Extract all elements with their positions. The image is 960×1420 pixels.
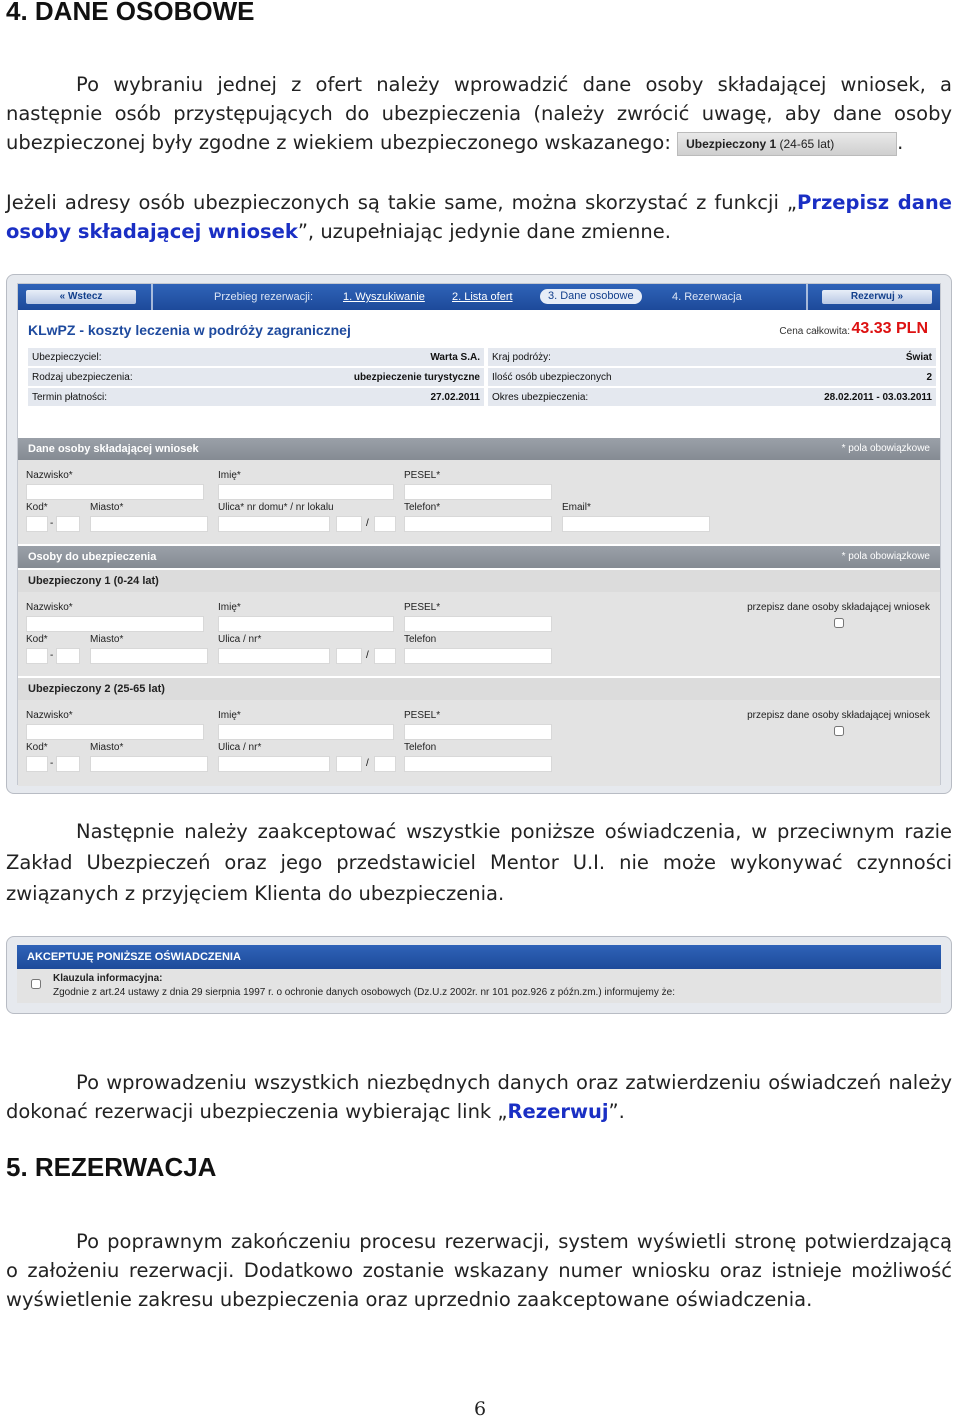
applicant-name-input[interactable]: [218, 484, 394, 500]
label-phone: Telefon: [404, 742, 437, 753]
label-street: Ulica / nr*: [218, 742, 262, 753]
applicant-street-input[interactable]: [218, 516, 330, 532]
label-street: Ulica* nr domu* / nr lokalu: [218, 502, 334, 513]
price-label: Cena całkowita:: [779, 326, 850, 337]
clause-text: Zgodnie z art.24 ustawy z dnia 29 sierpnia 1997 r. o ochronie danych osobowych (Dz.U.z 2002r. nr 101 poz.926 z późn.zm.) informujemy że:: [53, 987, 675, 998]
label-copy-applicant-data: przepisz dane osoby składającej wniosek: [747, 602, 930, 613]
step-reservation: 4. Rezerwacja: [672, 291, 742, 303]
insured-2-flat-input[interactable]: [374, 756, 396, 772]
applicant-section-bar: Dane osoby składającej wniosek * pola obowiązkowe: [18, 438, 940, 460]
booking-nav-bar: [18, 284, 940, 310]
label-code: Kod*: [26, 502, 48, 513]
label-pesel: PESEL*: [404, 602, 441, 613]
label-city: Miasto*: [90, 502, 124, 513]
label-city: Miasto*: [90, 742, 124, 753]
applicant-pesel-input[interactable]: [404, 484, 552, 500]
applicant-code-part1[interactable]: [26, 516, 48, 532]
insured-1-code-part2[interactable]: [56, 648, 80, 664]
insured-1-header: Ubezpieczony 1 (0-24 lat): [18, 570, 940, 592]
insured-1-code-part1[interactable]: [26, 648, 48, 664]
insured-1-phone-input[interactable]: [404, 648, 552, 664]
label-name: Imię*: [218, 470, 241, 481]
paragraph-intro-text: Po wybraniu jednej z ofert należy wprowadzić dane osoby składającej wniosek, a następnie osób przystępujących do ubezpieczenia (należy zwrócić uwagę, aby dane osoby ubezpieczonej były zgodne z wiekiem ubezpieczonego wskazanego:: [6, 73, 952, 154]
address-slash: /: [366, 650, 369, 661]
insured-2-phone-input[interactable]: [404, 756, 552, 772]
summary-row: Ilość osób ubezpieczonych 2: [488, 368, 936, 387]
insured-2-form: [18, 700, 940, 786]
label-street: Ulica / nr*: [218, 634, 262, 645]
applicant-phone-input[interactable]: [404, 516, 552, 532]
label-surname: Nazwisko*: [26, 602, 73, 613]
total-price: 43.33 PLN: [851, 320, 928, 337]
code-dash: -: [50, 518, 54, 529]
paragraph-reserve: Po wprowadzeniu wszystkich niezbędnych danych oraz zatwierdzeniu oświadczeń należy dokonać rezerwacji ubezpieczenia wybierając link „Rezerwuj”.: [6, 1071, 952, 1123]
form-screenshot: [6, 274, 952, 794]
insured-2-name-input[interactable]: [218, 724, 394, 740]
summary-row: Rodzaj ubezpieczenia: ubezpieczenie turystyczne: [28, 368, 484, 387]
insured-1-street-input[interactable]: [218, 648, 330, 664]
product-title: KLwPZ - koszty leczenia w podróży zagranicznej: [28, 322, 351, 338]
insured-2-street-input[interactable]: [218, 756, 330, 772]
label-email: Email*: [562, 502, 591, 513]
page-number: 6: [473, 1398, 487, 1420]
summary-row: Termin płatności: 27.02.2011: [28, 388, 484, 407]
summary-row: Okres ubezpieczenia: 28.02.2011 - 03.03.2011: [488, 388, 936, 407]
insured-2-surname-input[interactable]: [26, 724, 204, 740]
accept-statements-screenshot: [6, 936, 952, 1014]
paragraph-reservation-result: Po poprawnym zakończeniu procesu rezerwacji, system wyświetli stronę potwierdzającą o założeniu rezerwacji. Dodatkowo zostanie wskazany numer wniosku oraz istnieje możliwość wyświetlenie zakresu ubezpieczenia oraz uprzednio zaakceptowane oświadczenia.: [6, 1230, 952, 1311]
reserve-link-text: Rezerwuj: [507, 1100, 609, 1123]
step-offers-link[interactable]: 2. Lista ofert: [452, 291, 513, 303]
label-surname: Nazwisko*: [26, 710, 73, 721]
address-slash: /: [366, 518, 369, 529]
label-pesel: PESEL*: [404, 710, 441, 721]
reserve-button[interactable]: Rezerwuj »: [822, 290, 932, 304]
insured-1-house-input[interactable]: [336, 648, 362, 664]
label-code: Kod*: [26, 634, 48, 645]
paragraph-intro: Po wybraniu jednej z ofert należy wprowadzić dane osoby składającej wniosek, a następnie osób przystępujących do ubezpieczenia (należy zwrócić uwagę, aby dane osoby ubezpieczonej były zgodne z wiekiem ubezpieczonego wskazanego: Ubezpieczony 1 (24-65 lat) .: [6, 73, 952, 154]
label-phone: Telefon: [404, 634, 437, 645]
paragraph-accept-statements: Następnie należy zaakceptować wszystkie poniższe oświadczenia, w przeciwnym razie Zakład Ubezpieczeń oraz jego przedstawiciel Mentor U.I. nie może wykonywać czynności związanych z przyjęciem Klienta do ubezpieczenia.: [6, 820, 952, 905]
code-dash: -: [50, 650, 54, 661]
insured-1-name-input[interactable]: [218, 616, 394, 632]
summary-row: Ubezpieczyciel: Warta S.A.: [28, 348, 484, 367]
clause-title: Klauzula informacyjna:: [53, 973, 163, 984]
label-name: Imię*: [218, 602, 241, 613]
insured-2-pesel-input[interactable]: [404, 724, 552, 740]
insured-2-house-input[interactable]: [336, 756, 362, 772]
paragraph-copy-data: Jeżeli adresy osób ubezpieczonych są takie same, można skorzystać z funkcji „Przepisz dane osoby składającej wniosek”, uzupełniając jedynie dane zmienne.: [6, 191, 952, 243]
applicant-house-input[interactable]: [336, 516, 362, 532]
applicant-city-input[interactable]: [90, 516, 208, 532]
step-personal-data-active: 3. Dane osobowe: [540, 289, 642, 304]
insured-section-bar: Osoby do ubezpieczenia * pola obowiązkowe: [18, 546, 940, 568]
back-button[interactable]: « Wstecz: [26, 290, 136, 304]
offer-summary: [28, 348, 930, 408]
applicant-code-part2[interactable]: [56, 516, 80, 532]
progress-label: Przebieg rezerwacji:: [214, 291, 314, 303]
insured-1-city-input[interactable]: [90, 648, 208, 664]
insured-1-surname-input[interactable]: [26, 616, 204, 632]
label-phone: Telefon*: [404, 502, 441, 513]
insured-2-header: Ubezpieczony 2 (25-65 lat): [18, 678, 940, 700]
label-name: Imię*: [218, 710, 241, 721]
insured-2-city-input[interactable]: [90, 756, 208, 772]
copy-data-link-text: Przepisz dane osoby składającej wniosek: [6, 191, 952, 243]
address-slash: /: [366, 758, 369, 769]
label-city: Miasto*: [90, 634, 124, 645]
accept-statements-bar: AKCEPTUJĘ PONIŻSZE OŚWIADCZENIA: [17, 945, 941, 969]
section-title-rezerwacja: 5. REZERWACJA: [6, 1152, 217, 1182]
summary-row: Kraj podróży: Świat: [488, 348, 936, 367]
label-surname: Nazwisko*: [26, 470, 73, 481]
code-dash: -: [50, 758, 54, 769]
insured-2-code-part2[interactable]: [56, 756, 80, 772]
insured-1-copy-checkbox[interactable]: [834, 618, 844, 628]
applicant-form: [18, 460, 940, 544]
insured-2-copy-checkbox[interactable]: [834, 726, 844, 736]
label-code: Kod*: [26, 742, 48, 753]
insured-age-badge: Ubezpieczony 1 (24-65 lat): [677, 132, 897, 156]
insured-1-pesel-input[interactable]: [404, 616, 552, 632]
insured-1-form: [18, 592, 940, 676]
applicant-flat-input[interactable]: [374, 516, 396, 532]
applicant-email-input[interactable]: [562, 516, 710, 532]
label-copy-applicant-data: przepisz dane osoby składającej wniosek: [747, 710, 930, 721]
applicant-surname-input[interactable]: [26, 484, 204, 500]
section-title-dane-osobowe: 4. DANE OSOBOWE: [6, 0, 255, 26]
insured-1-flat-input[interactable]: [374, 648, 396, 664]
label-pesel: PESEL*: [404, 470, 441, 481]
insured-2-code-part1[interactable]: [26, 756, 48, 772]
clause-box: [17, 969, 941, 1003]
accept-clause-checkbox[interactable]: [31, 979, 41, 989]
step-search-link[interactable]: 1. Wyszukiwanie: [343, 291, 425, 303]
